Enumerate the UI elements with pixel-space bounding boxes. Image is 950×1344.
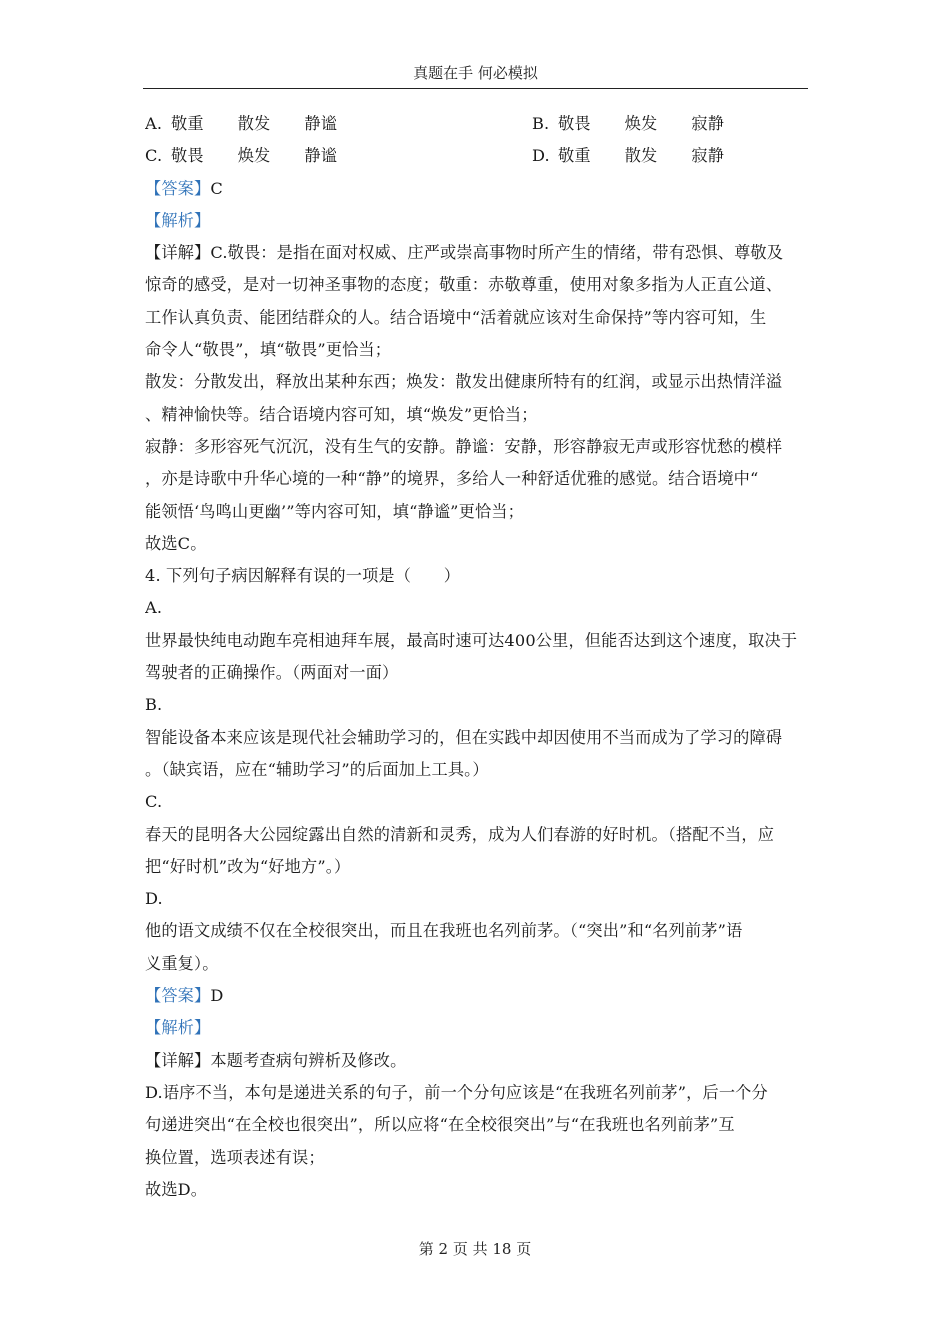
analysis-tag: 【解析】 [145, 1018, 211, 1038]
header-rule [143, 88, 808, 89]
q3-detail-line: 能领悟‘鸟鸣山更幽’”等内容可知，填“静谧”更恰当； [145, 501, 524, 521]
q3-detail-line: 散发：分散发出，释放出某种东西；焕发：散发出健康所特有的红润，或显示出热情洋溢 [145, 372, 783, 392]
answer-tag: 【答案】 [145, 986, 211, 1006]
answer-tag: 【答案】 [145, 178, 211, 198]
q4-detail-line: 换位置，选项表述有误； [145, 1147, 325, 1167]
q3-option-a: A. 敬重 散发 静谧 [145, 114, 338, 133]
q4-option-d-text: 他的语文成绩不仅在全校很突出，而且在我班也名列前茅。（“突出”和“名列前茅”语 [145, 921, 743, 941]
q4-detail-line: 句递进突出“在全校也很突出”，所以应将“在全校很突出”与“在我班也名列前茅”互 [145, 1115, 735, 1135]
q4-option-d-text: 义重复）。 [145, 953, 219, 973]
q3-detail-line: 工作认真负责、能团结群众的人。结合语境中“活着就应该对生命保持”等内容可知，生 [145, 307, 767, 327]
q4-stem: 4. 下列句子病因解释有误的一项是（ ） [145, 566, 461, 586]
q4-conclusion: 故选D。 [145, 1179, 208, 1199]
q4-answer: 【答案】D [145, 986, 224, 1006]
q4-analysis-heading [145, 1012, 810, 1044]
q3-answer: 【答案】C [145, 178, 223, 198]
q4-option-c-text: 把“好时机”改为“好地方”。） [145, 856, 351, 876]
q3-options-row-2 [145, 140, 810, 172]
q4-option-b-label: B. [145, 695, 163, 715]
q4-option-d-label: D. [145, 889, 163, 909]
q3-option-b: B. 敬畏 焕发 寂静 [532, 114, 725, 133]
page-header: 真题在手 何必模拟 [413, 64, 538, 82]
q3-detail-line: 命令人“敬畏”，填“敬畏”更恰当； [145, 340, 392, 360]
q3-detail-line: 寂静：多形容死气沉沉，没有生气的安静。静谧：安静，形容静寂无声或形容忧愁的模样 [145, 436, 783, 456]
q4-option-b-text: 智能设备本来应该是现代社会辅助学习的，但在实践中却因使用不当而成为了学习的障碍 [145, 727, 783, 747]
analysis-tag: 【解析】 [145, 210, 211, 230]
detail-tag: 【详解】 [145, 243, 211, 263]
q3-option-c: C. 敬畏 焕发 静谧 [145, 146, 338, 166]
q4-detail-line: 【详解】本题考查病句辨析及修改。 [145, 1050, 407, 1070]
q4-option-c-label: C. [145, 792, 163, 812]
q4-option-b-text: 。（缺宾语，应在“辅助学习”的后面加上工具。） [145, 759, 489, 779]
q3-option-d: D. 敬重 散发 寂静 [532, 146, 725, 166]
q3-detail-line: 、精神愉快等。结合语境内容可知，填“焕发”更恰当； [145, 404, 538, 424]
q3-conclusion: 故选C。 [145, 533, 207, 553]
q3-options-row-1 [145, 108, 810, 140]
q3-detail-line: 惊奇的感受，是对一切神圣事物的态度；敬重：赤敬尊重，使用对象多指为人正直公道、 [145, 275, 783, 295]
q3-detail-line: 【详解】C.敬畏：是指在面对权威、庄严或崇高事物时所产生的情绪，带有恐惧、尊敬及 [145, 243, 784, 263]
detail-tag: 【详解】 [145, 1050, 211, 1070]
document-body [145, 108, 810, 1206]
q3-analysis-heading [145, 205, 810, 237]
q4-detail-line: D.语序不当，本句是递进关系的句子，前一个分句应该是“在我班名列前茅”，后一个分 [145, 1082, 768, 1102]
q4-option-a-text: 世界最快纯电动跑车亮相迪拜车展，最高时速可达400公里，但能否达到这个速度，取决于 [145, 630, 798, 650]
q4-option-a-text: 驾驶者的正确操作。（两面对一面） [145, 663, 399, 683]
page-footer: 第 2 页 共 18 页 [418, 1240, 532, 1258]
q4-option-c-text: 春天的昆明各大公园绽露出自然的清新和灵秀，成为人们春游的好时机。（搭配不当，应 [145, 824, 775, 844]
q4-option-a-label: A. [145, 598, 163, 618]
q3-detail-line: ，亦是诗歌中升华心境的一种“静”的境界，多给人一种舒适优雅的感觉。结合语境中“ [145, 469, 759, 489]
